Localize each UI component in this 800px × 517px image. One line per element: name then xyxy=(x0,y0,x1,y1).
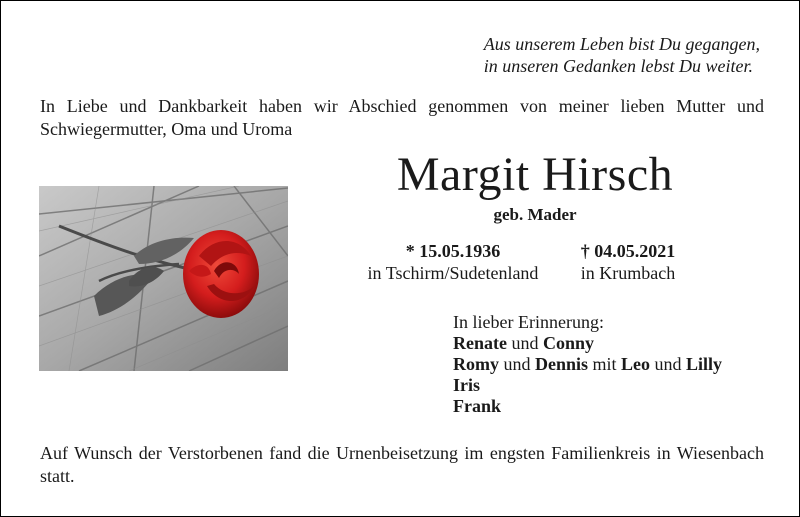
family-member: Conny xyxy=(542,333,595,353)
family-heading: In lieber Erinnerung: xyxy=(453,312,604,332)
death-date: † 04.05.2021 xyxy=(580,241,676,261)
family-list xyxy=(453,312,722,417)
family-row xyxy=(453,354,722,375)
conjunction: und xyxy=(503,354,531,374)
birth-place: in Tschirm/Sudetenland xyxy=(367,263,539,283)
deceased-name: Margit Hirsch xyxy=(396,148,674,201)
family-member: Lilly xyxy=(686,354,723,374)
outro-text: Auf Wunsch der Verstorbenen fand die Urnenbeisetzung im engsten Familienkreis in Wiesenbach statt. xyxy=(40,443,764,486)
family-row xyxy=(453,333,722,354)
conjunction: und xyxy=(511,333,539,353)
memorial-quote xyxy=(484,33,760,77)
rose-photo xyxy=(39,186,288,371)
family-member: Dennis xyxy=(535,354,589,374)
family-row xyxy=(453,396,722,417)
birth-info xyxy=(358,240,548,284)
family-member: Renate xyxy=(453,333,507,353)
death-info xyxy=(572,240,684,284)
family-member: Frank xyxy=(453,396,502,416)
conjunction: und xyxy=(654,354,682,374)
family-member: Iris xyxy=(453,375,480,395)
birth-name: geb. Mader xyxy=(493,205,577,224)
death-place: in Krumbach xyxy=(580,263,676,283)
quote-line-2: in unseren Gedanken lebst Du weiter. xyxy=(483,56,753,76)
family-row xyxy=(453,375,722,396)
intro-text: In Liebe und Dankbarkeit haben wir Abschied genommen von meiner lieben Mutter und Schwiegermutter, Oma und Uroma xyxy=(40,96,764,139)
birth-date: * 15.05.1936 xyxy=(405,241,501,261)
conjunction: mit xyxy=(592,354,617,374)
family-member: Romy xyxy=(453,354,499,374)
family-member: Leo xyxy=(621,354,651,374)
quote-line-1: Aus unserem Leben bist Du gegangen, xyxy=(483,34,760,54)
